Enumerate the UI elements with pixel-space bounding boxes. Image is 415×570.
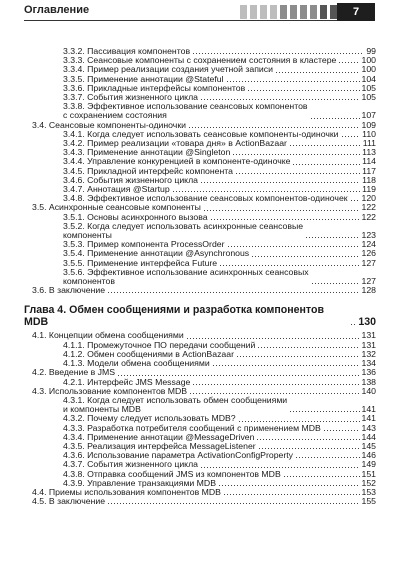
dot-leader [188,127,360,128]
toc-entry-title: 3.3.3. Сеансовые компоненты с сохранением состояния в кластере [63,55,337,66]
toc-entry-page: 119 [362,184,376,195]
toc-entry-page: 120 [361,193,376,204]
toc-entry-title: 4.3.4. Применение аннотации @MessageDriven [63,431,255,442]
dot-leader [338,62,359,63]
toc-entry-page: 110 [362,128,376,139]
toc-entry-page: 151 [361,468,376,479]
toc-entry-page: 146 [361,450,376,461]
toc-entry-title: 3.4.7. Аннотация @Startup [63,184,170,195]
table-of-contents [24,47,376,506]
dot-leader [226,81,360,82]
toc-entry-page: 127 [361,257,376,268]
running-header-title: Оглавление [24,4,90,16]
toc-entry-title: 3.3.5. Применение аннотации @Stateful [63,73,224,84]
dot-leader [236,356,360,357]
toc-entry-title: 3.4.8. Эффективное использование сеансовых компонентов-одиночек [63,193,348,204]
toc-entry-title: 4.3.2. Почему следует использовать MDB? [63,413,236,424]
dot-leader [107,503,359,504]
dot-leader [251,256,359,257]
dot-leader [223,494,360,495]
dot-leader [189,393,359,394]
dot-leader [200,182,360,183]
toc-entry-page: 138 [361,376,376,387]
dot-leader [227,246,360,247]
toc-entry-title: 4.2.1. Интерфейс JMS Message [63,376,191,387]
toc-entry-title: 3.5.3. Пример компонента ProcessOrder [63,239,225,250]
toc-entry-page: 131 [361,339,376,350]
toc-entry-title: 3.4.2. Пример реализации «товара дня» в ActionBazaar [63,138,287,149]
toc-entry-page: 118 [362,174,376,185]
toc-entry-title: 3.3.2. Пассивация компонентов [63,46,191,56]
toc-entry-title: 4.1. Концепции обмена сообщениями [32,330,184,341]
toc-entry-title: 3.5.1. Основы асинхронного вызова [63,211,208,222]
toc-entry-page: 134 [361,358,376,369]
dot-leader [212,365,360,366]
toc-entry-page: 130 [358,316,376,329]
dot-leader [350,200,360,201]
toc-entry-page: 107 [361,110,376,121]
page-header [0,0,415,24]
dot-leader [247,90,359,91]
toc-entry-title: 4.1.2. Обмен сообщениями в ActionBazaar [63,348,234,359]
dot-leader [172,191,360,192]
toc-chapter-entry[interactable] [24,304,376,328]
toc-entry-page: 140 [361,385,376,396]
dot-leader [107,292,359,293]
toc-entry-title: 4.3. Использование компонентов MDB [32,385,188,396]
toc-entry-title: 3.4.5. Прикладной интерфейс компонента [63,165,234,176]
toc-entry-page: 105 [361,92,376,103]
toc-entry-title: Глава 4. Обмен сообщениями и разработка компонентов MDB [24,304,324,329]
dot-leader [117,375,359,376]
toc-entry-title: 4.3.1. Когда следует использовать обмен сообщениями и компоненты MDB [63,394,288,415]
dot-leader [200,467,360,468]
toc-entry-title: 3.5.5. Применение интерфейса Future [63,257,218,268]
toc-entry-title: 4.3.9. Управление транзакциями MDB [63,477,216,488]
toc-entry-title: 4.3.3. Разработка потребителя сообщений с применением MDB [63,422,321,433]
toc-entry-title: 3.4.6. События жизненного цикла [63,174,198,185]
dot-leader [258,448,360,449]
toc-entry-page: 124 [361,239,376,250]
toc-entry-title: 3.5. Асинхронные сеансовые компоненты [32,202,201,213]
toc-entry-title: 4.5. В заключение [32,496,106,507]
dot-leader [341,136,361,137]
toc-entry[interactable] [24,268,376,286]
toc-entry-page: 128 [361,285,376,296]
toc-entry-page: 113 [362,147,376,158]
toc-entry-page: 109 [361,119,376,130]
toc-entry-title: 3.3.4. Пример реализации создания учетной записи [63,64,273,75]
dot-leader [235,173,360,174]
toc-entry-page: 145 [361,440,376,451]
toc-entry-title: 3.5.2. Когда следует использовать асинхронные сеансовые компоненты [63,220,304,241]
dot-leader [210,219,360,220]
toc-entry-page: 132 [361,348,376,359]
dot-leader [192,384,359,385]
dot-leader [305,237,359,238]
toc-entry-title: 3.5.4. Применение аннотации @Asynchronous [63,248,250,259]
dot-leader [232,154,360,155]
toc-entry-title: 3.5.6. Эффективное использование асинхронных сеансовых компонентов [63,266,309,287]
toc-entry-page: 153 [361,486,376,497]
dot-leader [275,72,360,73]
toc-entry-page: 99 [366,46,376,56]
toc-entry-title: 3.4. Сеансовые компоненты-одиночки [32,119,186,130]
toc-entry-page: 100 [361,64,376,75]
toc-entry[interactable] [24,222,376,240]
dot-leader [289,145,361,146]
dot-leader [289,411,359,412]
toc-entry[interactable] [24,286,376,295]
dot-leader [219,265,359,266]
toc-entry-page: 117 [362,165,376,176]
toc-entry-page: 111 [362,138,376,149]
dot-leader [200,99,360,100]
toc-entry-title: 4.3.6. Использование параметра ActivationConfigProperty [63,450,294,461]
dot-leader [186,338,360,339]
dot-leader [203,210,360,211]
dot-leader [283,476,360,477]
toc-entry-title: 4.3.7. События жизненного цикла [63,459,198,470]
dot-leader [310,118,360,119]
toc-entry-page: 141 [361,404,376,415]
dot-leader [257,347,359,348]
toc-entry-page: 143 [361,422,376,433]
toc-entry-page: 149 [361,459,376,470]
toc-entry-page: 136 [361,367,376,378]
toc-entry-title: 4.4. Приемы использования компонентов MDB [32,486,221,497]
dot-leader [218,485,360,486]
toc-entry-page: 122 [361,211,376,222]
dot-leader [295,457,359,458]
toc-entry-page: 127 [361,276,376,287]
dot-leader [256,439,359,440]
dot-leader [311,283,360,284]
toc-entry-page: 123 [361,230,376,241]
toc-entry-title: 4.3.8. Отправка сообщений JMS из компонентов MDB [63,468,281,479]
toc-entry-page: 126 [361,248,376,259]
toc-entry-title: 3.4.4. Управление конкуренцией в компоненте-одиночке [63,156,291,167]
toc-entry-page: 122 [361,202,376,213]
dot-leader [323,430,360,431]
toc-entry[interactable] [24,396,376,414]
toc-entry-page: 155 [361,496,376,507]
toc-entry-title: 4.1.1. Промежуточное ПО передачи сообщений [63,339,256,350]
toc-entry-page: 152 [361,477,376,488]
toc-entry-page: 104 [361,73,376,84]
toc-entry-page: 100 [361,55,376,66]
toc-entry-title: 4.1.3. Модели обмена сообщениями [63,358,210,369]
toc-entry-page: 144 [361,431,376,442]
dot-leader [238,421,360,422]
dot-leader [350,324,356,325]
header-rule [24,20,337,21]
toc-entry-title: 3.3.6. Прикладные интерфейсы компонентов [63,82,246,93]
toc-entry-title: 4.2. Введение в JMS [32,367,116,378]
toc-entry-title: 3.3.8. Эффективное использование сеансовых компонентов с сохранением состояния [63,101,308,121]
toc-entry-title: 3.4.3. Применение аннотации @Singleton [63,147,231,158]
toc-entry[interactable] [24,497,376,506]
toc-entry-title: 3.3.7. События жизненного цикла [63,92,198,103]
toc-entry[interactable] [24,102,376,120]
dot-leader [192,53,364,54]
toc-entry-title: 4.3.5. Реализация интерфейса MessageListener [63,440,256,451]
dot-leader [292,164,360,165]
toc-entry-page: 114 [362,156,376,167]
toc-entry-title: 3.4.1. Когда следует использовать сеансовые компоненты-одиночки [63,128,339,139]
toc-entry-page: 141 [361,413,376,424]
toc-entry-title: 3.6. В заключение [32,285,106,296]
page-number: 7 [337,3,375,21]
toc-entry-page: 105 [361,82,376,93]
toc-entry-page: 131 [361,330,376,341]
